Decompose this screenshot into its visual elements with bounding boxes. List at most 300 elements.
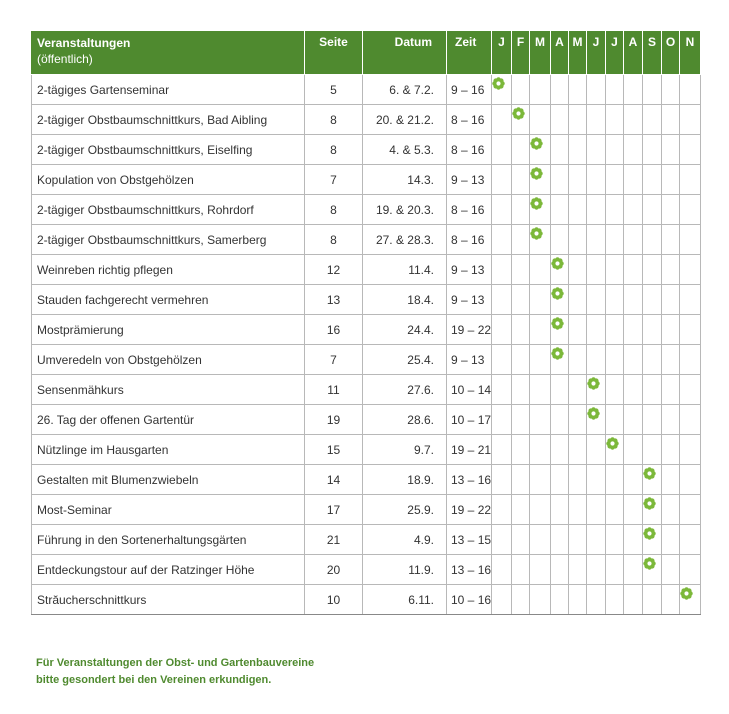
month-cell [624, 105, 643, 135]
flower-icon [643, 467, 656, 480]
month-cell [606, 495, 624, 525]
month-cell [643, 105, 662, 135]
event-name: Most-Seminar [32, 495, 305, 525]
month-cell [662, 315, 680, 345]
header-seite: Seite [305, 31, 363, 75]
month-cell [624, 585, 643, 615]
month-cell [606, 165, 624, 195]
event-seite: 7 [305, 165, 363, 195]
event-datum: 18.4. [363, 285, 447, 315]
month-cell [551, 105, 569, 135]
month-cell [606, 255, 624, 285]
month-cell [643, 195, 662, 225]
event-datum: 19. & 20.3. [363, 195, 447, 225]
event-seite: 8 [305, 135, 363, 165]
table-row [32, 255, 701, 285]
month-cell [569, 135, 587, 165]
flower-icon [512, 107, 525, 120]
month-cell [530, 435, 551, 465]
event-name: Führung in den Sortenerhaltungsgärten [32, 525, 305, 555]
month-cell [643, 225, 662, 255]
month-cell [606, 75, 624, 105]
month-cell [569, 525, 587, 555]
event-zeit: 9 – 13 [447, 345, 492, 375]
month-cell [643, 435, 662, 465]
events-body [32, 75, 701, 615]
month-cell [512, 555, 530, 585]
month-cell [606, 345, 624, 375]
month-cell [643, 285, 662, 315]
month-cell [492, 165, 512, 195]
event-name: 26. Tag der offenen Gartentür [32, 405, 305, 435]
event-name: Sensenmähkurs [32, 375, 305, 405]
month-cell [624, 555, 643, 585]
flower-icon [643, 557, 656, 570]
month-cell [512, 375, 530, 405]
table-row [32, 585, 701, 615]
month-cell [530, 495, 551, 525]
month-cell [624, 345, 643, 375]
table-row [32, 495, 701, 525]
month-cell [662, 105, 680, 135]
month-cell [662, 555, 680, 585]
month-cell [530, 255, 551, 285]
month-cell [606, 525, 624, 555]
event-zeit: 19 – 22 [447, 315, 492, 345]
month-cell [606, 435, 624, 465]
footnote-line-2: bitte gesondert bei den Vereinen erkundigen. [36, 674, 272, 686]
month-cell [569, 255, 587, 285]
event-name: Gestalten mit Blumenzwiebeln [32, 465, 305, 495]
table-row [32, 75, 701, 105]
month-cell [551, 75, 569, 105]
month-cell [551, 465, 569, 495]
event-name: 2-tägiger Obstbaumschnittkurs, Samerberg [32, 225, 305, 255]
event-seite: 8 [305, 105, 363, 135]
month-cell [512, 405, 530, 435]
month-cell [643, 405, 662, 435]
event-datum: 4. & 5.3. [363, 135, 447, 165]
month-cell [569, 465, 587, 495]
month-cell [680, 405, 701, 435]
month-cell [662, 585, 680, 615]
table-row [32, 225, 701, 255]
month-cell [680, 165, 701, 195]
month-cell [530, 75, 551, 105]
month-cell [624, 255, 643, 285]
header-month-may: M [569, 31, 587, 75]
event-name: Străucherschnittkurs [32, 585, 305, 615]
month-cell [587, 555, 606, 585]
month-cell [643, 75, 662, 105]
month-cell [569, 195, 587, 225]
month-cell [624, 375, 643, 405]
flower-icon [587, 407, 600, 420]
event-datum: 24.4. [363, 315, 447, 345]
event-datum: 25.9. [363, 495, 447, 525]
month-cell [512, 75, 530, 105]
month-cell [587, 75, 606, 105]
month-cell [643, 345, 662, 375]
month-cell [680, 555, 701, 585]
event-zeit: 10 – 17 [447, 405, 492, 435]
event-datum: 28.6. [363, 405, 447, 435]
event-seite: 21 [305, 525, 363, 555]
event-zeit: 9 – 13 [447, 165, 492, 195]
month-cell [680, 585, 701, 615]
flower-icon [551, 257, 564, 270]
header-month-sep: S [643, 31, 662, 75]
flower-icon [680, 587, 693, 600]
month-cell [606, 195, 624, 225]
month-cell [606, 585, 624, 615]
month-cell [492, 525, 512, 555]
event-seite: 5 [305, 75, 363, 105]
event-zeit: 13 – 16 [447, 465, 492, 495]
month-cell [569, 555, 587, 585]
flower-icon [643, 527, 656, 540]
month-cell [551, 495, 569, 525]
month-cell [680, 525, 701, 555]
month-cell [530, 555, 551, 585]
month-cell [680, 75, 701, 105]
flower-icon [551, 317, 564, 330]
footnote [36, 655, 314, 689]
header-month-jan: J [492, 31, 512, 75]
event-seite: 16 [305, 315, 363, 345]
event-zeit: 13 – 15 [447, 525, 492, 555]
event-name: Kopulation von Obstgehölzen [32, 165, 305, 195]
month-cell [569, 75, 587, 105]
header-month-nov: N [680, 31, 701, 75]
month-cell [587, 225, 606, 255]
header-month-oct: O [662, 31, 680, 75]
event-name: Entdeckungstour auf der Ratzinger Höhe [32, 555, 305, 585]
table-row [32, 555, 701, 585]
month-cell [492, 225, 512, 255]
month-cell [662, 405, 680, 435]
month-cell [643, 165, 662, 195]
month-cell [662, 225, 680, 255]
month-cell [492, 105, 512, 135]
month-cell [512, 255, 530, 285]
flower-icon [606, 437, 619, 450]
table-row [32, 195, 701, 225]
month-cell [587, 165, 606, 195]
event-datum: 11.4. [363, 255, 447, 285]
event-name: 2-tägiger Obstbaumschnittkurs, Bad Aibling [32, 105, 305, 135]
flower-icon [530, 137, 543, 150]
flower-icon [587, 377, 600, 390]
month-cell [551, 165, 569, 195]
header-month-jun: J [587, 31, 606, 75]
month-cell [492, 555, 512, 585]
month-cell [512, 525, 530, 555]
event-datum: 6. & 7.2. [363, 75, 447, 105]
month-cell [662, 375, 680, 405]
month-cell [530, 225, 551, 255]
table-row [32, 435, 701, 465]
event-name: Mostprämierung [32, 315, 305, 345]
month-cell [662, 435, 680, 465]
month-cell [624, 285, 643, 315]
event-zeit: 9 – 16 [447, 75, 492, 105]
month-cell [643, 315, 662, 345]
month-cell [624, 165, 643, 195]
event-datum: 11.9. [363, 555, 447, 585]
month-cell [492, 285, 512, 315]
event-zeit: 10 – 16 [447, 585, 492, 615]
month-cell [551, 315, 569, 345]
table-header [32, 31, 701, 75]
month-cell [569, 345, 587, 375]
month-cell [569, 495, 587, 525]
flower-icon [530, 227, 543, 240]
month-cell [492, 135, 512, 165]
event-datum: 14.3. [363, 165, 447, 195]
event-name: 2-tägiger Obstbaumschnittkurs, Rohrdorf [32, 195, 305, 225]
month-cell [530, 195, 551, 225]
event-seite: 7 [305, 345, 363, 375]
month-cell [587, 195, 606, 225]
table-row [32, 315, 701, 345]
month-cell [680, 315, 701, 345]
month-cell [643, 555, 662, 585]
month-cell [569, 165, 587, 195]
table-row [32, 135, 701, 165]
event-datum: 18.9. [363, 465, 447, 495]
month-cell [569, 105, 587, 135]
month-cell [643, 495, 662, 525]
month-cell [606, 555, 624, 585]
month-cell [492, 585, 512, 615]
month-cell [569, 285, 587, 315]
month-cell [492, 75, 512, 105]
month-cell [680, 345, 701, 375]
month-cell [624, 465, 643, 495]
month-cell [587, 435, 606, 465]
month-cell [492, 255, 512, 285]
month-cell [680, 465, 701, 495]
month-cell [512, 285, 530, 315]
month-cell [643, 585, 662, 615]
month-cell [530, 105, 551, 135]
month-cell [569, 585, 587, 615]
month-cell [512, 195, 530, 225]
event-name: Stauden fachgerecht vermehren [32, 285, 305, 315]
table-row [32, 165, 701, 195]
month-cell [624, 405, 643, 435]
month-cell [492, 495, 512, 525]
event-seite: 10 [305, 585, 363, 615]
month-cell [551, 405, 569, 435]
month-cell [512, 315, 530, 345]
month-cell [551, 195, 569, 225]
header-month-apr: A [551, 31, 569, 75]
month-cell [680, 375, 701, 405]
month-cell [587, 405, 606, 435]
month-cell [569, 315, 587, 345]
event-name: Weinreben richtig pflegen [32, 255, 305, 285]
month-cell [569, 435, 587, 465]
header-name-sub: (öffentlich) [37, 52, 93, 66]
month-cell [492, 375, 512, 405]
month-cell [587, 345, 606, 375]
event-zeit: 8 – 16 [447, 105, 492, 135]
month-cell [662, 195, 680, 225]
month-cell [587, 255, 606, 285]
event-seite: 17 [305, 495, 363, 525]
month-cell [624, 75, 643, 105]
month-cell [662, 75, 680, 105]
month-cell [551, 555, 569, 585]
month-cell [587, 525, 606, 555]
month-cell [530, 345, 551, 375]
month-cell [492, 345, 512, 375]
month-cell [587, 135, 606, 165]
month-cell [512, 225, 530, 255]
event-name: Nützlinge im Hausgarten [32, 435, 305, 465]
month-cell [551, 345, 569, 375]
month-cell [606, 465, 624, 495]
event-zeit: 9 – 13 [447, 285, 492, 315]
month-cell [587, 495, 606, 525]
month-cell [569, 375, 587, 405]
header-veranstaltungen [32, 31, 305, 75]
month-cell [662, 285, 680, 315]
month-cell [606, 405, 624, 435]
month-cell [492, 405, 512, 435]
month-cell [530, 375, 551, 405]
month-cell [587, 315, 606, 345]
month-cell [569, 405, 587, 435]
month-cell [551, 285, 569, 315]
table-row [32, 285, 701, 315]
month-cell [492, 435, 512, 465]
month-cell [680, 225, 701, 255]
flower-icon [530, 167, 543, 180]
month-cell [530, 315, 551, 345]
month-cell [492, 195, 512, 225]
month-cell [551, 255, 569, 285]
month-cell [606, 105, 624, 135]
month-cell [662, 465, 680, 495]
month-cell [606, 315, 624, 345]
table-row [32, 405, 701, 435]
month-cell [530, 285, 551, 315]
month-cell [624, 225, 643, 255]
month-cell [512, 165, 530, 195]
month-cell [680, 285, 701, 315]
month-cell [530, 585, 551, 615]
month-cell [551, 525, 569, 555]
month-cell [624, 315, 643, 345]
event-zeit: 13 – 16 [447, 555, 492, 585]
month-cell [587, 105, 606, 135]
event-seite: 15 [305, 435, 363, 465]
table-row [32, 375, 701, 405]
month-cell [512, 465, 530, 495]
month-cell [512, 135, 530, 165]
month-cell [551, 135, 569, 165]
event-name: 2-tägiger Obstbaumschnittkurs, Eiselfing [32, 135, 305, 165]
month-cell [624, 135, 643, 165]
month-cell [530, 525, 551, 555]
month-cell [551, 435, 569, 465]
flower-icon [492, 77, 505, 90]
event-datum: 27.6. [363, 375, 447, 405]
month-cell [492, 315, 512, 345]
month-cell [606, 225, 624, 255]
table-row [32, 465, 701, 495]
month-cell [606, 375, 624, 405]
event-seite: 19 [305, 405, 363, 435]
month-cell [587, 585, 606, 615]
event-seite: 12 [305, 255, 363, 285]
flower-icon [530, 197, 543, 210]
month-cell [587, 465, 606, 495]
event-datum: 27. & 28.3. [363, 225, 447, 255]
month-cell [662, 525, 680, 555]
month-cell [680, 135, 701, 165]
event-name: Umveredeln von Obstgehölzen [32, 345, 305, 375]
month-cell [662, 345, 680, 375]
month-cell [643, 255, 662, 285]
month-cell [643, 135, 662, 165]
month-cell [587, 375, 606, 405]
month-cell [680, 105, 701, 135]
flower-icon [551, 287, 564, 300]
month-cell [662, 495, 680, 525]
event-seite: 8 [305, 225, 363, 255]
event-datum: 25.4. [363, 345, 447, 375]
month-cell [530, 165, 551, 195]
event-seite: 14 [305, 465, 363, 495]
month-cell [680, 195, 701, 225]
month-cell [624, 495, 643, 525]
header-month-feb: F [512, 31, 530, 75]
event-datum: 4.9. [363, 525, 447, 555]
month-cell [662, 255, 680, 285]
event-seite: 13 [305, 285, 363, 315]
event-zeit: 8 – 16 [447, 225, 492, 255]
month-cell [551, 375, 569, 405]
event-seite: 11 [305, 375, 363, 405]
event-seite: 8 [305, 195, 363, 225]
month-cell [624, 435, 643, 465]
table-row [32, 105, 701, 135]
event-datum: 9.7. [363, 435, 447, 465]
month-cell [680, 255, 701, 285]
month-cell [680, 435, 701, 465]
month-cell [492, 465, 512, 495]
month-cell [512, 435, 530, 465]
month-cell [624, 525, 643, 555]
event-zeit: 8 – 16 [447, 135, 492, 165]
month-cell [606, 285, 624, 315]
header-month-aug: A [624, 31, 643, 75]
month-cell [662, 135, 680, 165]
month-cell [551, 225, 569, 255]
table-row [32, 525, 701, 555]
event-zeit: 9 – 13 [447, 255, 492, 285]
header-datum: Datum [363, 31, 447, 75]
month-cell [512, 345, 530, 375]
event-datum: 20. & 21.2. [363, 105, 447, 135]
month-cell [512, 585, 530, 615]
month-cell [606, 135, 624, 165]
month-cell [512, 495, 530, 525]
